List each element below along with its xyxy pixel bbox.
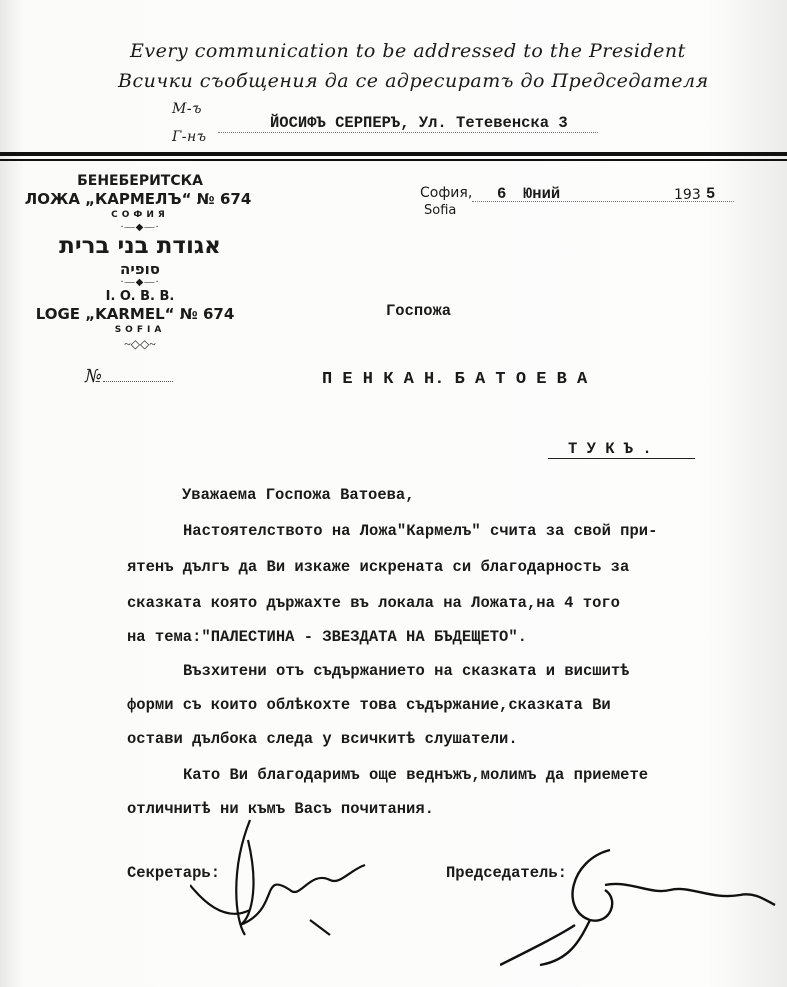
lodge-line4: I. O. B. B. — [105, 289, 175, 304]
body-line: остави дълбока следа у всичкитѣ слушатели. — [127, 730, 518, 748]
body-line: форми съ които облѣкохте това съдържание,сказката Ви — [127, 696, 611, 714]
lodge-line2: ЛОЖА „КАРМЕЛЪ“ № 674 — [24, 190, 252, 208]
greeting: Уважаема Госпожа Ватоева, — [182, 486, 415, 504]
date-city-en: Sofia — [424, 203, 457, 218]
date-city-bg: София, — [420, 185, 473, 201]
body-line: сказката която държахте въ локала на Ложата,на 4 того — [127, 594, 620, 612]
recipient-title: Госпожа — [386, 302, 452, 320]
ornament-divider: ·—◆—· — [120, 277, 160, 288]
number-field — [85, 366, 173, 387]
ornament-flourish: ~◇◇~ — [124, 337, 156, 351]
lodge-line1: БЕНЕБЕРИТСКА — [77, 173, 203, 189]
body-line: ятенъ дългъ да Ви изкаже искрената си благодарность за — [127, 558, 630, 576]
body-line: Настоятелството на Ложа"Кармелъ" считa за свой при- — [183, 522, 658, 540]
secretary-label: Секретарь: — [127, 864, 221, 882]
addressee: ЙОСИФЪ СЕРПЕРЪ, Ул. Тетевенска 3 — [270, 114, 568, 132]
hebrew-name: אגודת בני ברית — [59, 233, 221, 259]
salutation-m: М-ъ — [172, 101, 202, 117]
salutation-g: Г-нъ — [172, 129, 207, 145]
date-month: Юний — [523, 185, 561, 203]
hebrew-city: סופיה — [120, 260, 160, 278]
body-line: отличнитѣ ни къмъ Васъ почитания. — [127, 800, 434, 818]
addressee-line — [218, 114, 598, 133]
recipient-place: Т У К Ъ . — [548, 440, 695, 459]
lodge-line3: СОФИЯ — [111, 210, 169, 220]
notice-english: Every communication to be addressed to the President — [130, 40, 686, 62]
body-line: на тема:"ПАЛЕСТИНА - ЗВЕЗДАТА НА БЪДЕЩЕТО". — [127, 628, 527, 646]
body-line: Възхитени отъ съдържанието на сказката и висшитѣ — [183, 662, 630, 680]
date-year-suffix: 5 — [706, 185, 716, 203]
body-line: Като Ви благодаримъ още веднъжъ,молимъ да приемете — [183, 766, 649, 784]
president-label: Председатель: — [446, 864, 567, 882]
date-day: 6 — [497, 185, 507, 203]
secretary-signature — [190, 810, 380, 950]
date-year-prefix: 193 — [674, 187, 701, 203]
lodge-line6: SOFIA — [114, 325, 166, 335]
ornament-divider: ·—◆—· — [120, 222, 160, 233]
recipient-name: П Е Н К А Н. Б А Т О Е В А — [322, 370, 588, 389]
number-label: № — [85, 366, 103, 387]
header-rule-thin — [0, 159, 787, 161]
header-rule-thick — [0, 152, 787, 156]
president-signature — [500, 840, 780, 980]
notice-bulgarian: Всички съобщения да се адресиратъ до Председателя — [118, 70, 709, 92]
lodge-line5: LOGE „KARMEL“ № 674 — [35, 305, 235, 323]
